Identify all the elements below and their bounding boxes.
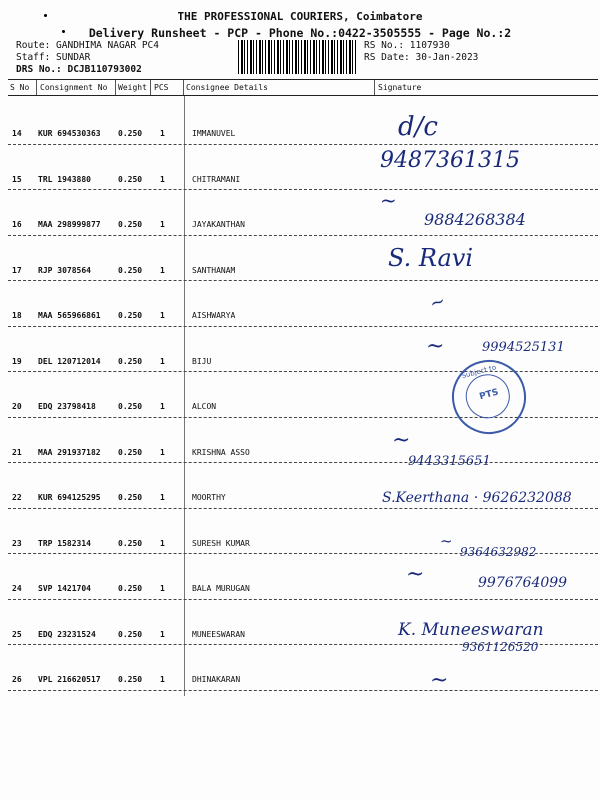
signature-16-scribble: ~: [380, 188, 397, 212]
drs-number: DRS No.: DCJB110793002: [16, 64, 142, 75]
row-separator: [8, 189, 598, 190]
row-weight: 0.250: [118, 584, 143, 593]
staff-label: Staff: SUNDAR: [16, 52, 91, 63]
row-pcs: 1: [160, 584, 165, 593]
row-pcs: 1: [160, 129, 165, 138]
signature-23-scribble: ~: [440, 532, 453, 550]
row-consignment: EDQ 23798418: [38, 402, 96, 411]
row-consignee: CHITRAMANI: [192, 174, 241, 184]
col-divider: [150, 80, 151, 95]
row-pcs: 1: [160, 538, 165, 548]
row-consignment: MAA 298999877: [38, 220, 101, 229]
row-separator: [8, 462, 598, 463]
row-consignee: MOORTHY: [192, 493, 226, 502]
signature-22: S.Keerthana · 9626232088: [382, 490, 572, 506]
row-consignment: VPL 216620517: [38, 675, 101, 684]
row-weight: 0.250: [118, 447, 143, 457]
row-sno: 14: [12, 129, 22, 138]
row-sno: 24: [12, 584, 22, 593]
row-sno: 20: [12, 402, 22, 411]
row-separator: [8, 144, 598, 145]
signature-19-scribble: ~: [426, 334, 445, 359]
stamp-text: PTS: [478, 387, 500, 403]
row-pcs: 1: [160, 356, 165, 366]
row-weight: 0.250: [118, 538, 143, 548]
col-sno: S No: [10, 83, 30, 92]
signature-25-number: 9361126520: [462, 640, 539, 654]
row-weight: 0.250: [118, 629, 143, 639]
row-consignee: IMMANUVEL: [192, 129, 236, 138]
row-sno: 22: [12, 493, 22, 502]
signature-15: 9487361315: [380, 148, 520, 173]
row-consignee: SURESH KUMAR: [192, 538, 250, 548]
route-label: Route: GANDHIMA NAGAR PC4: [16, 40, 159, 51]
signature-18: ~: [427, 290, 448, 315]
row-pcs: 1: [160, 265, 165, 275]
col-signature: Signature: [378, 83, 422, 92]
rs-number: RS No.: 1107930: [364, 40, 450, 51]
row-consignment: MAA 291937182: [38, 447, 101, 457]
signature-17: S. Ravi: [388, 244, 474, 272]
row-consignee: SANTHANAM: [192, 265, 236, 275]
row-consignee: ALCON: [192, 402, 217, 411]
row-consignee: BIJU: [192, 356, 212, 366]
col-consignee: Consignee Details: [186, 83, 268, 92]
row-consignment: KUR 694125295: [38, 493, 101, 502]
col-divider: [115, 80, 116, 95]
row-separator: [8, 508, 598, 509]
row-sno: 15: [12, 174, 22, 184]
signature-26: ~: [430, 668, 449, 693]
signature-25: K. Muneeswaran: [398, 620, 544, 640]
row-pcs: 1: [160, 675, 165, 684]
table-row: [0, 237, 600, 281]
row-consignee: MUNEESWARAN: [192, 629, 245, 639]
row-weight: 0.250: [118, 265, 143, 275]
row-separator: [8, 599, 598, 600]
row-pcs: 1: [160, 493, 165, 502]
stamp-text: Subject to: [460, 363, 497, 381]
row-weight: 0.250: [118, 220, 143, 229]
col-pcs: PCS: [154, 83, 169, 92]
col-weight: Weight: [118, 83, 147, 92]
row-consignment: DEL 120712014: [38, 356, 101, 366]
row-pcs: 1: [160, 220, 165, 229]
row-consignment: TRP 1582314: [38, 538, 91, 548]
row-separator: [8, 326, 598, 327]
signature-14: d/c: [398, 112, 438, 142]
row-sno: 25: [12, 629, 22, 639]
row-consignment: MAA 565966861: [38, 311, 101, 320]
col-divider: [183, 80, 184, 95]
signature-21-number: 9443315651: [408, 454, 491, 469]
row-consignment: KUR 694530363: [38, 129, 101, 138]
row-separator: [8, 280, 598, 281]
col-consignment: Consignment No: [40, 83, 108, 92]
col-divider: [374, 80, 375, 95]
table-row: [0, 282, 600, 326]
signature-24-number: 9976764099: [478, 575, 568, 591]
row-sno: 26: [12, 675, 22, 684]
row-consignee: KRISHNA ASSO: [192, 447, 250, 457]
table-row: [0, 100, 600, 144]
table-top-rule: [8, 79, 598, 80]
signature-24-scribble: ~: [406, 562, 425, 587]
row-pcs: 1: [160, 402, 165, 411]
row-consignee: BALA MURUGAN: [192, 584, 250, 593]
row-consignment: TRL 1943880: [38, 174, 91, 184]
row-pcs: 1: [160, 447, 165, 457]
row-sno: 17: [12, 265, 22, 275]
row-consignment: SVP 1421704: [38, 584, 91, 593]
row-consignee: DHINAKARAN: [192, 675, 241, 684]
row-pcs: 1: [160, 629, 165, 639]
row-sno: 19: [12, 356, 22, 366]
row-pcs: 1: [160, 311, 165, 320]
company-title: THE PROFESSIONAL COURIERS, Coimbatore: [177, 10, 423, 23]
row-pcs: 1: [160, 174, 165, 184]
row-weight: 0.250: [118, 174, 143, 184]
row-separator: [8, 690, 598, 691]
row-weight: 0.250: [118, 493, 143, 502]
row-sno: 21: [12, 447, 22, 457]
signature-19-number: 9994525131: [482, 340, 565, 355]
row-sno: 16: [12, 220, 22, 229]
rs-date: RS Date: 30-Jan-2023: [364, 52, 479, 63]
signature-23-number: 9364632982: [460, 545, 537, 559]
row-consignee: JAYAKANTHAN: [192, 220, 245, 229]
signature-16-number: 9884268384: [424, 210, 526, 229]
barcode: [238, 40, 356, 74]
row-weight: 0.250: [118, 675, 143, 684]
row-sno: 23: [12, 538, 22, 548]
row-weight: 0.250: [118, 311, 143, 320]
row-weight: 0.250: [118, 129, 143, 138]
col-divider: [36, 80, 37, 95]
table-header-rule: [8, 95, 598, 96]
signature-21-scribble: ~: [392, 428, 411, 453]
row-weight: 0.250: [118, 402, 143, 411]
row-sno: 18: [12, 311, 22, 320]
row-consignment: EDQ 23231524: [38, 629, 96, 639]
row-consignment: RJP 3078564: [38, 265, 91, 275]
runsheet-subtitle: Delivery Runsheet - PCP - Phone No.:0422-3505555 - Page No.:2: [88, 26, 512, 40]
row-weight: 0.250: [118, 356, 143, 366]
row-separator: [8, 235, 598, 236]
row-consignee: AISHWARYA: [192, 311, 236, 320]
